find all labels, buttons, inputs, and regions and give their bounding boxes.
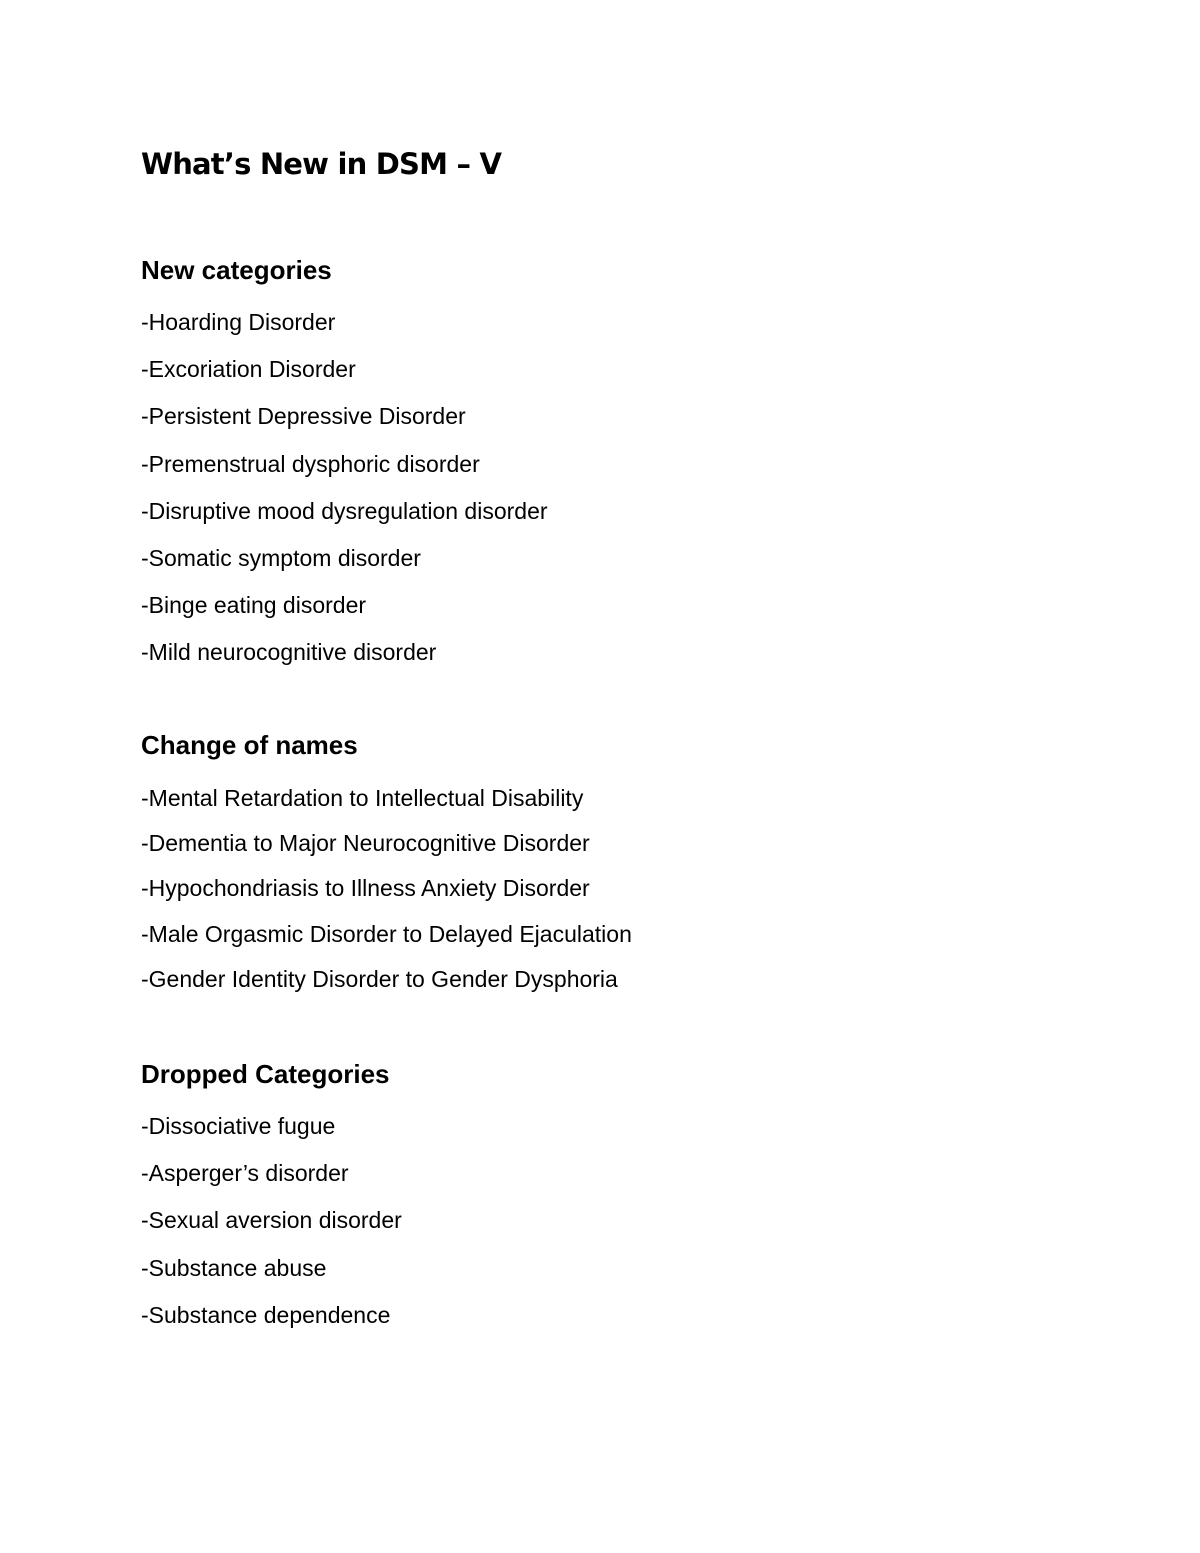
list-item: -Mental Retardation to Intellectual Disability bbox=[141, 785, 584, 811]
list-item: -Substance dependence bbox=[141, 1301, 391, 1328]
section-new-categories bbox=[141, 252, 548, 677]
list-item: -Hypochondriasis to Illness Anxiety Disorder bbox=[141, 875, 590, 902]
list-item: -Persistent Depressive Disorder bbox=[141, 403, 466, 430]
list-item: -Disruptive mood dysregulation disorder bbox=[141, 497, 548, 524]
list-item: -Dementia to Major Neurocognitive Disorder bbox=[141, 830, 590, 857]
section-heading: Dropped Categories bbox=[141, 1059, 390, 1089]
list-item: -Sexual aversion disorder bbox=[141, 1207, 402, 1234]
item-list bbox=[141, 776, 632, 1002]
list-item: -Substance abuse bbox=[141, 1254, 327, 1281]
list-item: -Binge eating disorder bbox=[141, 592, 367, 619]
list-item: -Excoriation Disorder bbox=[141, 356, 356, 383]
section-heading: Change of names bbox=[141, 730, 358, 760]
section-change-of-names bbox=[141, 727, 632, 1002]
item-list bbox=[141, 1103, 402, 1339]
list-item: -Mild neurocognitive disorder bbox=[141, 639, 437, 666]
item-list bbox=[141, 299, 548, 677]
section-heading: New categories bbox=[141, 255, 332, 285]
list-item: -Male Orgasmic Disorder to Delayed Ejaculation bbox=[141, 920, 632, 947]
section-dropped-categories bbox=[141, 1056, 402, 1339]
list-item: -Gender Identity Disorder to Gender Dysphoria bbox=[141, 965, 618, 992]
list-item: -Premenstrual dysphoric disorder bbox=[141, 450, 480, 477]
list-item: -Dissociative fugue bbox=[141, 1113, 336, 1139]
list-item: -Somatic symptom disorder bbox=[141, 545, 421, 572]
list-item: -Hoarding Disorder bbox=[141, 309, 336, 335]
page-title: What’s New in DSM – V bbox=[141, 147, 502, 181]
list-item: -Asperger’s disorder bbox=[141, 1160, 349, 1187]
